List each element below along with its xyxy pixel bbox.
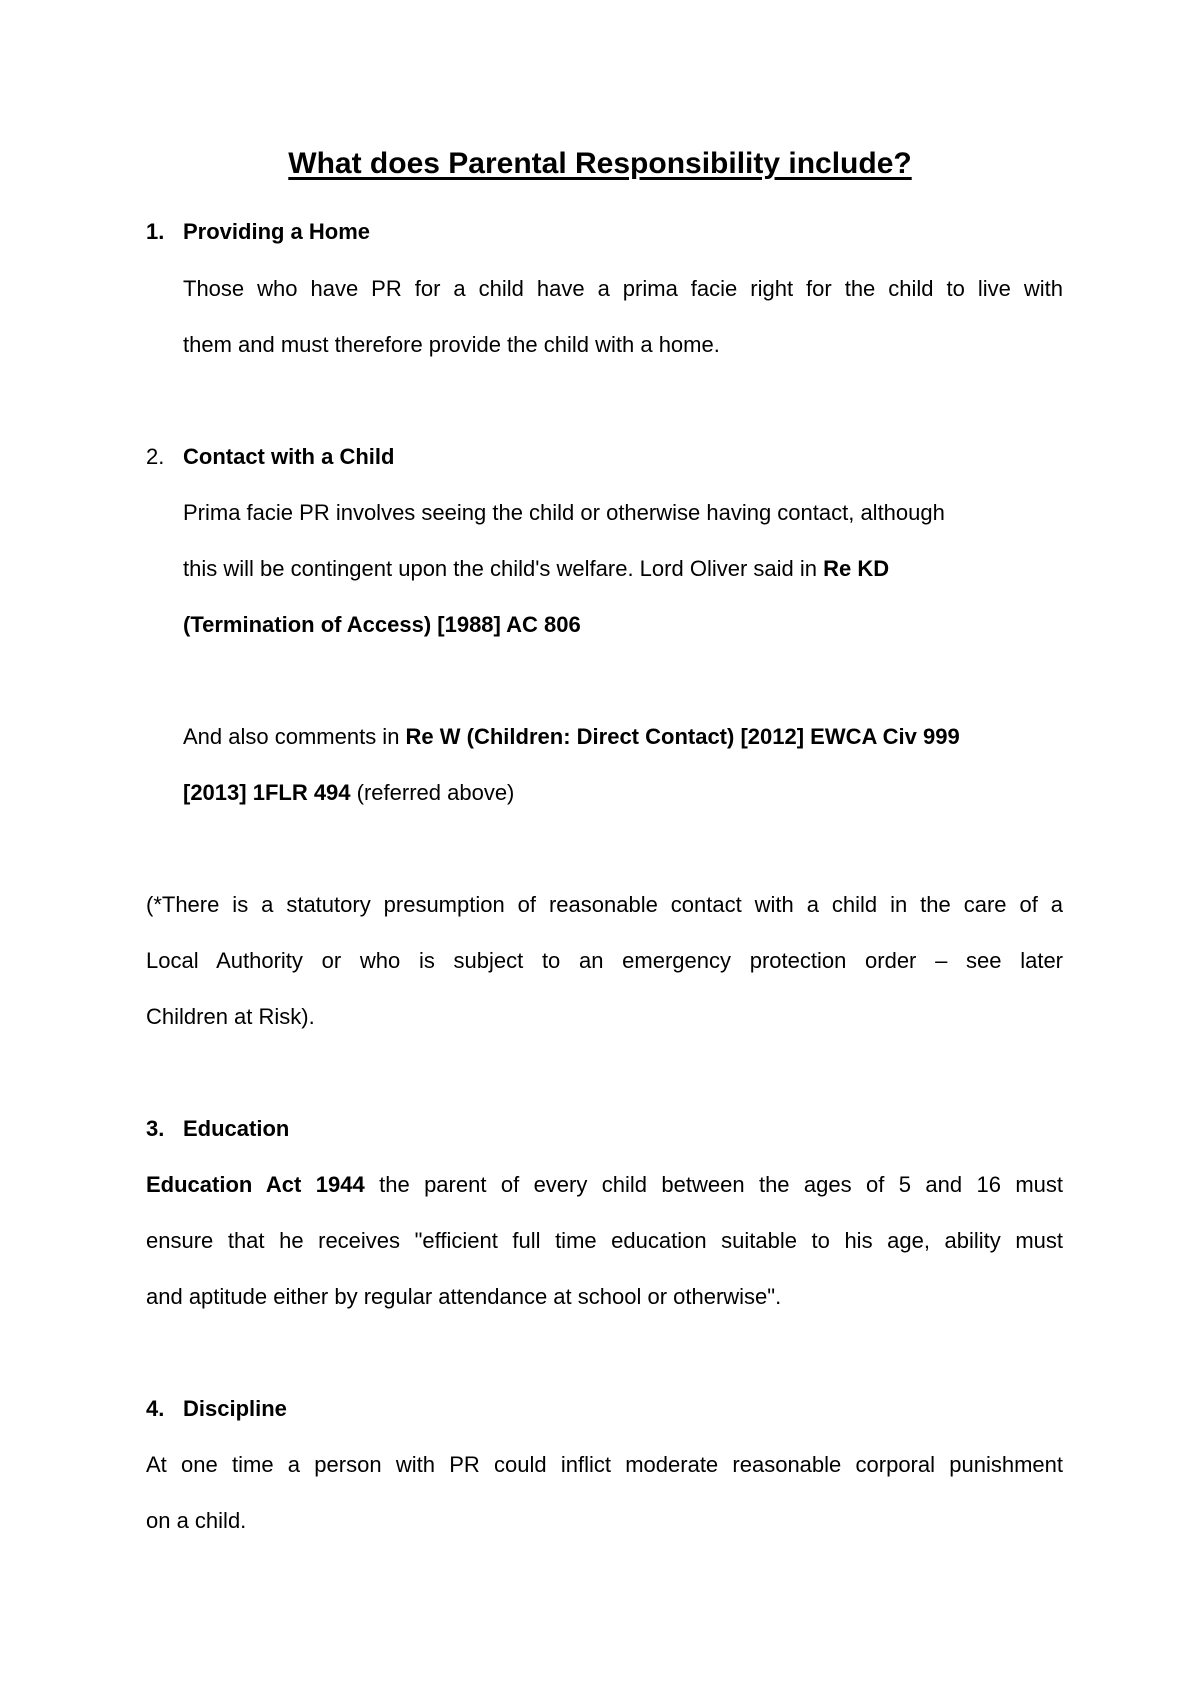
section-3-heading: Education [183, 1116, 290, 1141]
section-1-number: 1. [146, 219, 165, 244]
section-4-paragraph-line: At one time a person with PR could inflict moderate reasonable corporal punishment [146, 1452, 1063, 1477]
section-2-text: (referred above) [350, 780, 515, 805]
case-citation-flr: [2013] 1FLR 494 [183, 780, 351, 805]
section-1-paragraph-line: Those who have PR for a child have a prima facie right for the child to live with [183, 276, 1063, 301]
section-2-paragraph-line [183, 778, 514, 808]
section-2-heading: Contact with a Child [183, 444, 395, 469]
section-2-text: And also comments in [183, 724, 406, 749]
section-3-number: 3. [146, 1116, 165, 1141]
section-4-heading: Discipline [183, 1396, 287, 1421]
page-title: What does Parental Responsibility include? [288, 147, 912, 180]
section-2-number: 2. [146, 444, 165, 469]
case-citation-re-kd: Re KD [823, 556, 890, 581]
note-line: Children at Risk). [146, 1004, 315, 1029]
section-3-paragraph-line: ensure that he receives "efficient full time education suitable to his age, ability must [146, 1228, 1063, 1253]
section-1-paragraph-line: them and must therefore provide the child with a home. [183, 332, 720, 357]
section-3-text: the parent of every child between the ages of 5 and 16 must [364, 1172, 1064, 1197]
section-3-paragraph-line [146, 1170, 1063, 1200]
case-citation-re-w: Re W (Children: Direct Contact) [2012] EWCA Civ 999 [405, 724, 960, 749]
statute-citation: Education Act 1944 [146, 1172, 365, 1197]
section-2-paragraph-line: Prima facie PR involves seeing the child or otherwise having contact, although [183, 500, 945, 525]
section-2-paragraph-line [183, 554, 889, 584]
note-line: Local Authority or who is subject to an emergency protection order – see later [146, 948, 1063, 973]
section-2-paragraph-line [183, 722, 960, 752]
section-4-paragraph-line: on a child. [146, 1508, 247, 1533]
section-3-paragraph-line: and aptitude either by regular attendance at school or otherwise". [146, 1284, 782, 1309]
section-2-text: this will be contingent upon the child's welfare. Lord Oliver said in [183, 556, 824, 581]
case-citation-continued: (Termination of Access) [1988] AC 806 [183, 612, 581, 637]
section-1-heading: Providing a Home [183, 219, 371, 244]
note-line: (*There is a statutory presumption of reasonable contact with a child in the care of a [146, 892, 1063, 917]
section-4-number: 4. [146, 1396, 165, 1421]
